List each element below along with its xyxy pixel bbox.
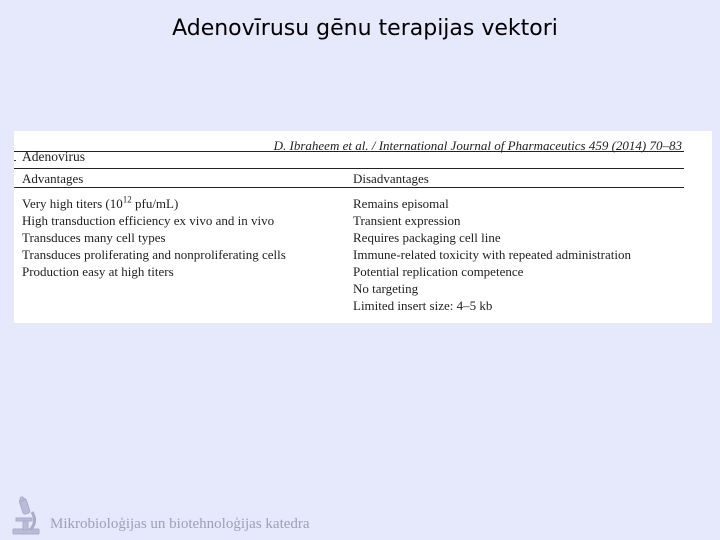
table-heading: Adenovirus: [22, 149, 85, 164]
microscope-icon: [10, 496, 42, 536]
citation: D. Ibraheem et al. / International Journal of Pharmaceutics 459 (2014) 70–83: [273, 138, 682, 153]
advantage-item: Transduces many cell types: [22, 230, 166, 245]
disadvantages-header: Disadvantages: [353, 171, 429, 186]
disadvantage-item: Immune-related toxicity with repeated administration: [353, 247, 631, 262]
footer-text: Mikrobioloģijas un biotehnoloģijas katedra: [50, 516, 310, 532]
margin-tick: [14, 160, 16, 161]
table-rule-top: [14, 151, 684, 152]
table-rule-columns: [14, 187, 684, 188]
advantage-item: High transduction efficiency ex vivo and in vivo: [22, 213, 275, 228]
advantage-item: Transduces proliferating and nonproliferating cells: [22, 247, 286, 262]
footer: [10, 494, 310, 536]
disadvantage-item: Remains episomal: [353, 196, 449, 211]
table-rule-heading: [14, 168, 684, 169]
disadvantage-item: Limited insert size: 4–5 kb: [353, 298, 493, 313]
advantages-list: [22, 195, 286, 280]
disadvantages-list: [353, 195, 631, 314]
disadvantage-item: Potential replication competence: [353, 264, 524, 279]
disadvantage-item: No targeting: [353, 281, 419, 296]
table-image: [14, 131, 712, 323]
slide-title: Adenovīrusu gēnu terapijas vektori: [172, 16, 558, 41]
advantages-header: Advantages: [22, 171, 84, 186]
advantage-item: Production easy at high titers: [22, 264, 174, 279]
disadvantage-item: Requires packaging cell line: [353, 230, 501, 245]
disadvantage-item: Transient expression: [353, 213, 461, 228]
margin-tick: [14, 187, 16, 188]
advantage-item: Very high titers ($10^{12}$ pfu/mL): [22, 194, 179, 211]
